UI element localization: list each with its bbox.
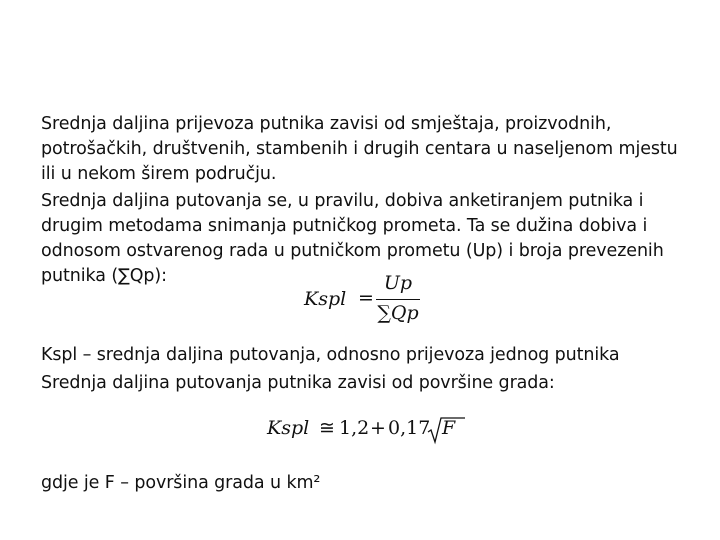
formula2-lhs: Kspl — [267, 417, 310, 439]
formula1-numerator: Up — [383, 272, 413, 294]
paragraph-travel-distance-factors: Srednja daljina prijevoza putnika zavisi od smještaja, proizvodnih, potrošačkih, društvenih, stambenih i drugih centara u naseljenom mjestu ili u nekom širem području. — [41, 114, 678, 184]
formula1-denominator: ∑Qp — [377, 302, 419, 324]
formula1-lhs: Kspl — [304, 288, 347, 310]
fraction-bar — [376, 299, 420, 300]
paragraph-city-area-dependency: Srednja daljina putovanja putnika zavisi od površine grada: — [41, 373, 555, 393]
square-root — [427, 415, 467, 445]
formula1-equals: = — [358, 287, 374, 309]
formula1-fraction — [376, 270, 420, 330]
paragraph-f-definition: gdje je F – površina grada u km² — [41, 473, 321, 493]
formula-average-distance — [304, 270, 434, 330]
formula-area-approximation — [267, 415, 467, 447]
formula2-radicand: F — [442, 417, 456, 439]
paragraph-survey-method: Srednja daljina putovanja se, u pravilu, dobiva anketiranjem putnika i drugim metodama snimanja putničkog prometa. Ta se dužina dobiva i odnosom ostvarenog rada u putničkom prometu (Up) i broja prevezenih putnika (∑Qp): — [41, 191, 664, 286]
formula2-coefficient: 0,17 — [388, 417, 431, 439]
formula2-approx-symbol: ≅ — [319, 417, 335, 439]
formula2-plus: + — [370, 417, 386, 439]
formula2-constant: 1,2 — [339, 417, 370, 439]
paragraph-kspl-definition: Kspl – srednja daljina putovanja, odnosno prijevoza jednog putnika — [41, 345, 620, 365]
